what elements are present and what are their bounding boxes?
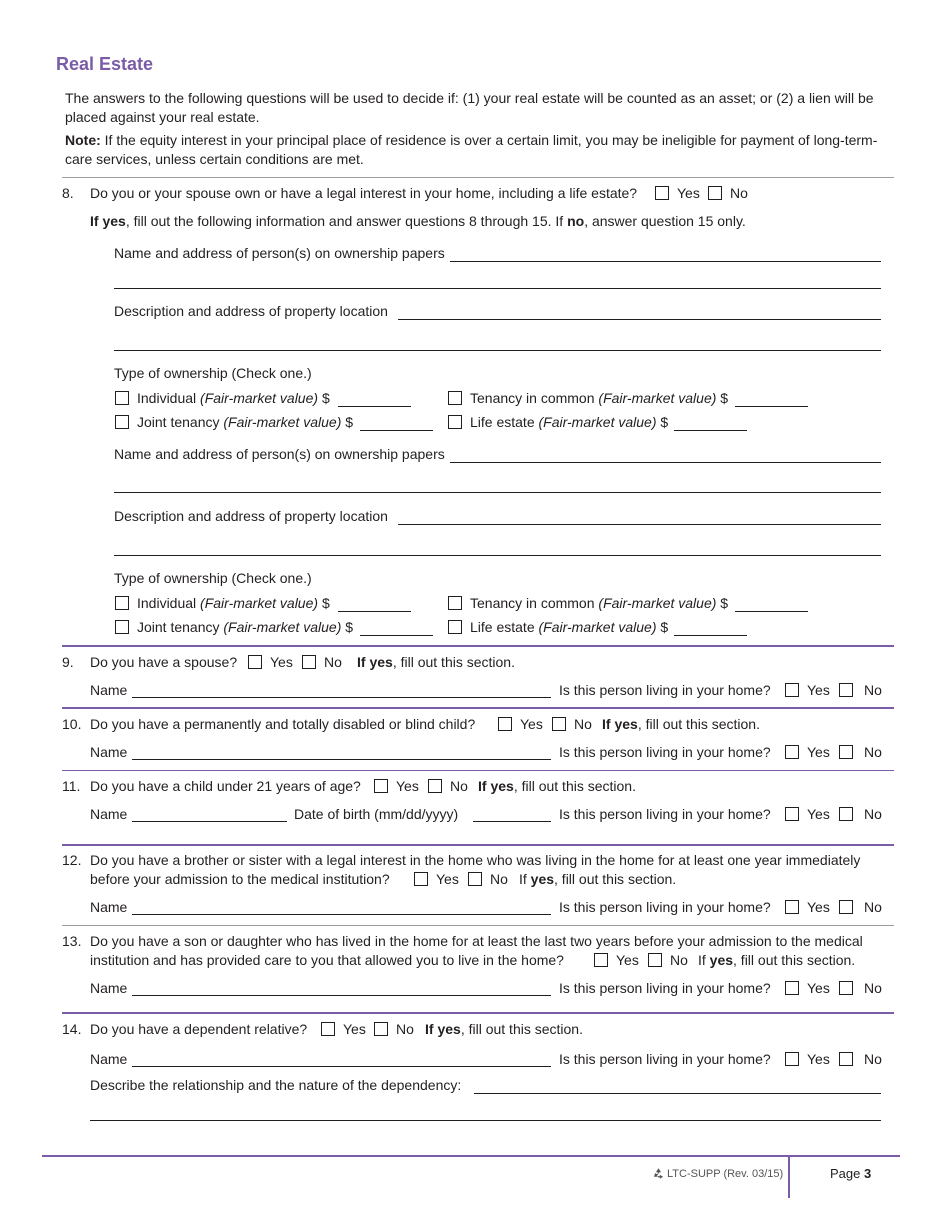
q9-no-label: No (324, 654, 342, 670)
q8-instr-no: no (567, 213, 585, 229)
q13-yes-bold: yes (709, 952, 734, 968)
life-estate-fmv-2: (Fair-market value) (538, 619, 657, 635)
joint-checkbox-2[interactable] (115, 620, 129, 634)
divider-q13 (62, 1012, 894, 1014)
q13-living-yes-checkbox[interactable] (785, 981, 799, 995)
tenancy-common-fmv-2: (Fair-market value) (598, 595, 717, 611)
q9-name-field[interactable] (132, 697, 551, 698)
section-title: Real Estate (56, 54, 154, 74)
q12-yes-label: Yes (436, 871, 459, 887)
q10-name-label: Name (90, 744, 128, 760)
q10-living-no-checkbox[interactable] (839, 745, 853, 759)
life-estate-label-1 (470, 414, 668, 430)
individual-dollar-2: $ (321, 595, 330, 611)
q13-no-checkbox[interactable] (648, 953, 662, 967)
q11-instruction (478, 778, 636, 794)
q9-no-checkbox[interactable] (302, 655, 316, 669)
q12-fill: , fill out this section. (554, 871, 677, 887)
page-number (830, 1166, 871, 1181)
individual-fmv-1: (Fair-market value) (200, 390, 319, 406)
q14-if-yes: If yes (425, 1021, 461, 1037)
individual-fmv-2: (Fair-market value) (200, 595, 319, 611)
individual-value-field-2[interactable] (338, 611, 411, 612)
owner-field-2b[interactable] (114, 492, 881, 493)
q9-number: 9. (62, 654, 74, 670)
life-estate-checkbox-2[interactable] (448, 620, 462, 634)
q8-number: 8. (62, 185, 74, 201)
q10-living-yes-label: Yes (807, 744, 830, 760)
owner-field-1[interactable] (450, 261, 881, 262)
q12-line2: before your admission to the medical institution? (90, 871, 390, 887)
q14-living-yes-label: Yes (807, 1051, 830, 1067)
divider-q9 (62, 707, 894, 709)
q11-dob-field[interactable] (473, 821, 551, 822)
q11-name-field[interactable] (132, 821, 287, 822)
q11-number: 11. (62, 778, 81, 794)
joint-label-2 (137, 619, 353, 635)
q8-no-label: No (730, 185, 748, 201)
joint-label-1 (137, 414, 353, 430)
q9-fill: , fill out this section. (392, 654, 515, 670)
ownership-type-label-2: Type of ownership (Check one.) (114, 570, 312, 586)
q8-instr-mid: , fill out the following information and answer questions 8 through 15. If (125, 213, 568, 229)
life-estate-fmv-1: (Fair-market value) (538, 414, 657, 430)
individual-label-2 (137, 595, 330, 611)
owner-field-1b[interactable] (114, 288, 881, 289)
q11-fill: , fill out this section. (513, 778, 636, 794)
note-text (65, 131, 895, 169)
property-label-2: Description and address of property location (114, 508, 388, 524)
form-id: LTC-SUPP (Rev. 03/15) (667, 1168, 784, 1180)
q14-name-field[interactable] (132, 1066, 551, 1067)
tenancy-common-text-1: Tenancy in common (470, 390, 595, 406)
q12-no-checkbox[interactable] (468, 872, 482, 886)
q12-number: 12. (62, 852, 82, 868)
q12-yes-bold: yes (530, 871, 555, 887)
q10-if-yes: If yes (602, 716, 638, 732)
q13-instruction (698, 952, 855, 968)
q14-no-label: No (396, 1021, 414, 1037)
q11-living-no-checkbox[interactable] (839, 807, 853, 821)
individual-checkbox-2[interactable] (115, 596, 129, 610)
q13-name-field[interactable] (132, 995, 551, 996)
q14-living-no-checkbox[interactable] (839, 1052, 853, 1066)
recycle-icon (652, 1167, 665, 1183)
q9-living-yes-label: Yes (807, 682, 830, 698)
property-label-1: Description and address of property location (114, 303, 388, 319)
q12-yes-checkbox[interactable] (414, 872, 428, 886)
q13-living-no-checkbox[interactable] (839, 981, 853, 995)
q10-number: 10. (62, 716, 82, 732)
q11-no-label: No (450, 778, 468, 794)
q14-living-label: Is this person living in your home? (559, 1051, 771, 1067)
q14-yes-label: Yes (343, 1021, 366, 1037)
life-estate-dollar-2: $ (660, 619, 669, 635)
page-label-text: Page (830, 1166, 864, 1181)
q12-name-label: Name (90, 899, 128, 915)
life-estate-label-2 (470, 619, 668, 635)
q8-instructions (90, 213, 746, 229)
q9-yes-checkbox[interactable] (248, 655, 262, 669)
q8-question: Do you or your spouse own or have a legal interest in your home, including a life estate? (90, 185, 638, 201)
q11-living-yes-checkbox[interactable] (785, 807, 799, 821)
property-field-2[interactable] (398, 524, 881, 525)
life-estate-value-field-2[interactable] (674, 635, 747, 636)
q13-yes-label: Yes (616, 952, 639, 968)
q9-instruction (357, 654, 515, 670)
joint-fmv-1: (Fair-market value) (223, 414, 342, 430)
q12-line1: Do you have a brother or sister with a legal interest in the home who was living in the home for at least one year immediately (90, 852, 861, 868)
q11-living-yes-label: Yes (807, 806, 830, 822)
q10-living-no-label: No (864, 744, 882, 760)
q11-yes-label: Yes (396, 778, 419, 794)
q12-living-no-label: No (864, 899, 882, 915)
tenancy-common-value-field-2[interactable] (735, 611, 808, 612)
q9-if-yes: If yes (357, 654, 393, 670)
note-body: If the equity interest in your principal place of residence is over a certain limit, you may be ineligible for payment of long-term-care services, unless certain conditions are met. (65, 132, 878, 167)
q10-instruction (602, 716, 760, 732)
tenancy-common-dollar-2: $ (720, 595, 729, 611)
q11-living-no-label: No (864, 806, 882, 822)
footer-rule (42, 1155, 900, 1157)
q12-name-field[interactable] (132, 914, 551, 915)
q12-living-yes-label: Yes (807, 899, 830, 915)
individual-value-field-1[interactable] (338, 406, 411, 407)
q13-fill: , fill out this section. (733, 952, 856, 968)
life-estate-value-field-1[interactable] (674, 430, 747, 431)
q10-yes-checkbox[interactable] (498, 717, 512, 731)
footer-separator (788, 1157, 790, 1198)
q10-no-checkbox[interactable] (552, 717, 566, 731)
q9-question: Do you have a spouse? (90, 654, 238, 670)
q11-name-label: Name (90, 806, 128, 822)
q9-yes-label: Yes (270, 654, 293, 670)
life-estate-text-1: Life estate (470, 414, 535, 430)
q12-living-yes-checkbox[interactable] (785, 900, 799, 914)
q12-if: If (519, 871, 531, 887)
divider-q12 (62, 925, 894, 926)
tenancy-common-fmv-1: (Fair-market value) (598, 390, 717, 406)
life-estate-dollar-1: $ (660, 414, 669, 430)
ownership-type-label-1: Type of ownership (Check one.) (114, 365, 312, 381)
joint-checkbox-1[interactable] (115, 415, 129, 429)
joint-text-1: Joint tenancy (137, 414, 220, 430)
note-label: Note: (65, 132, 101, 148)
q10-no-label: No (574, 716, 592, 732)
property-field-1b[interactable] (114, 350, 881, 351)
life-estate-checkbox-1[interactable] (448, 415, 462, 429)
individual-text-1: Individual (137, 390, 197, 406)
property-field-2b[interactable] (114, 555, 881, 556)
tenancy-common-dollar-1: $ (720, 390, 729, 406)
q13-living-no-label: No (864, 980, 882, 996)
individual-checkbox-1[interactable] (115, 391, 129, 405)
q14-living-no-label: No (864, 1051, 882, 1067)
q10-living-label: Is this person living in your home? (559, 744, 771, 760)
q11-yes-checkbox[interactable] (374, 779, 388, 793)
intro-text: The answers to the following questions will be used to decide if: (1) your real estate will be counted as an asset; or (2) a lien will be placed against your real estate. (65, 90, 874, 125)
joint-dollar-2: $ (345, 619, 354, 635)
q9-living-yes-checkbox[interactable] (785, 683, 799, 697)
individual-label-1 (137, 390, 330, 406)
q12-instruction (519, 871, 676, 887)
q13-living-yes-label: Yes (807, 980, 830, 996)
q13-line2: institution and has provided care to you that allowed you to live in the home? (90, 952, 564, 968)
q14-describe-label: Describe the relationship and the nature of the dependency: (90, 1077, 462, 1093)
q8-instr-if-yes: If yes (90, 213, 126, 229)
divider-q8 (62, 645, 894, 647)
q12-living-label: Is this person living in your home? (559, 899, 771, 915)
q10-name-field[interactable] (132, 759, 551, 760)
joint-fmv-2: (Fair-market value) (223, 619, 342, 635)
q9-living-no-label: No (864, 682, 882, 698)
q13-living-label: Is this person living in your home? (559, 980, 771, 996)
owner-label-2: Name and address of person(s) on ownership papers (114, 446, 445, 462)
q9-name-label: Name (90, 682, 128, 698)
q13-no-label: No (670, 952, 688, 968)
q11-living-label: Is this person living in your home? (559, 806, 771, 822)
q14-describe-field-b[interactable] (90, 1120, 881, 1121)
q14-living-yes-checkbox[interactable] (785, 1052, 799, 1066)
q13-if: If (698, 952, 710, 968)
tenancy-common-label-2 (470, 595, 728, 611)
joint-dollar-1: $ (345, 414, 354, 430)
q14-instruction (425, 1021, 583, 1037)
q8-yes-checkbox[interactable] (655, 186, 669, 200)
q13-yes-checkbox[interactable] (594, 953, 608, 967)
q10-fill: , fill out this section. (637, 716, 760, 732)
q8-instr-end: , answer question 15 only. (584, 213, 746, 229)
q9-living-label: Is this person living in your home? (559, 682, 771, 698)
q10-living-yes-checkbox[interactable] (785, 745, 799, 759)
q14-yes-checkbox[interactable] (321, 1022, 335, 1036)
q8-yes-label: Yes (677, 185, 700, 201)
q13-number: 13. (62, 933, 82, 949)
life-estate-text-2: Life estate (470, 619, 535, 635)
q11-question: Do you have a child under 21 years of age? (90, 778, 361, 794)
joint-text-2: Joint tenancy (137, 619, 220, 635)
joint-value-field-1[interactable] (360, 430, 433, 431)
tenancy-common-value-field-1[interactable] (735, 406, 808, 407)
page-number-value: 3 (863, 1166, 872, 1181)
q11-dob-label: Date of birth (mm/dd/yyyy) (294, 806, 459, 822)
q14-name-label: Name (90, 1051, 128, 1067)
q12-living-no-checkbox[interactable] (839, 900, 853, 914)
property-field-1[interactable] (398, 319, 881, 320)
q14-number: 14. (62, 1021, 82, 1037)
tenancy-common-text-2: Tenancy in common (470, 595, 595, 611)
individual-text-2: Individual (137, 595, 197, 611)
divider-intro (62, 177, 894, 178)
tenancy-common-checkbox-1[interactable] (448, 391, 462, 405)
individual-dollar-1: $ (321, 390, 330, 406)
q14-no-checkbox[interactable] (374, 1022, 388, 1036)
q14-question: Do you have a dependent relative? (90, 1021, 308, 1037)
q12-no-label: No (490, 871, 508, 887)
q10-yes-label: Yes (520, 716, 543, 732)
tenancy-common-label-1 (470, 390, 728, 406)
divider-q10 (62, 770, 894, 771)
divider-q11 (62, 844, 894, 846)
joint-value-field-2[interactable] (360, 635, 433, 636)
owner-label-1: Name and address of person(s) on ownership papers (114, 245, 445, 261)
q14-describe-field[interactable] (474, 1093, 881, 1094)
q10-question: Do you have a permanently and totally disabled or blind child? (90, 716, 476, 732)
q8-no-checkbox[interactable] (708, 186, 722, 200)
q13-line1: Do you have a son or daughter who has lived in the home for at least the last two years before your admission to the medical (90, 933, 863, 949)
q9-living-no-checkbox[interactable] (839, 683, 853, 697)
q11-if-yes: If yes (478, 778, 514, 794)
q11-no-checkbox[interactable] (428, 779, 442, 793)
owner-field-2[interactable] (450, 462, 881, 463)
q14-fill: , fill out this section. (460, 1021, 583, 1037)
tenancy-common-checkbox-2[interactable] (448, 596, 462, 610)
q13-name-label: Name (90, 980, 128, 996)
